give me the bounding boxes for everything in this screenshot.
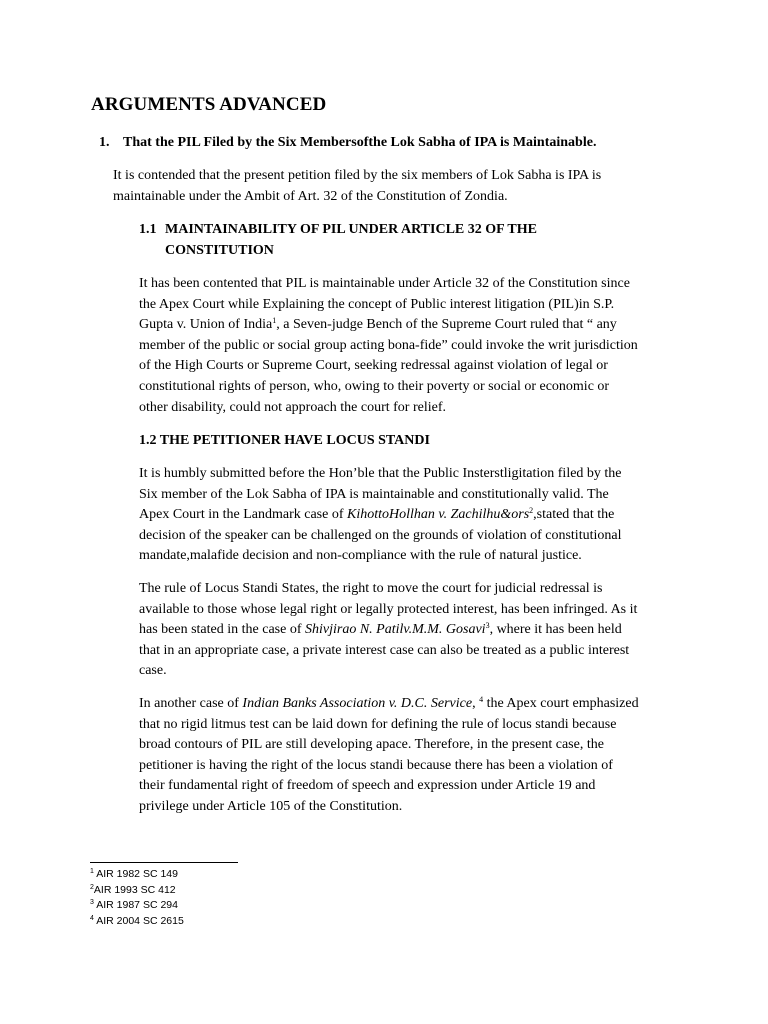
paragraph-line xyxy=(139,315,659,336)
section-1-1-number: 1.1 xyxy=(139,222,157,237)
section-1-2-paragraph-3 xyxy=(139,694,659,818)
section-1-1-paragraph xyxy=(139,274,659,418)
point-1-number: 1. xyxy=(99,135,110,150)
footnotes xyxy=(90,867,184,929)
footnote-mark: 2 xyxy=(90,883,94,891)
footnote-mark: 4 xyxy=(90,914,94,922)
case-name: Shivjirao N. Patilv.M.M. Gosavi xyxy=(305,622,486,638)
section-1-1-heading xyxy=(139,220,639,261)
footnote-text: AIR 1982 SC 149 xyxy=(93,868,178,880)
paragraph-text: ,stated that the xyxy=(533,507,615,523)
footnote-text: AIR 1993 SC 412 xyxy=(93,883,176,896)
paragraph-line: other disability, could not approach the court for relief. xyxy=(139,399,446,415)
case-citation-text: Gupta v. Union of India xyxy=(139,317,273,333)
paragraph-line: petitioner is having the right of the locus standi because there has been a violation of xyxy=(139,757,613,773)
paragraph-line: constitutional rights of person, who, owing to their poverty or social or economic or xyxy=(139,378,610,394)
paragraph-text: has been stated in the case of xyxy=(139,622,305,638)
paragraph-line: their fundamental right of freedom of speech and expression under Article 19 and xyxy=(139,778,596,794)
paragraph-line xyxy=(139,694,659,715)
footnote-text: AIR 1987 SC 294 xyxy=(93,899,178,912)
section-1-1-heading-line-1: MAINTAINABILITY OF PIL UNDER ARTICLE 32 OF THE xyxy=(165,222,537,237)
paragraph-line: mandate,malafide decision and non-compliance with the rule of natural justice. xyxy=(139,548,582,564)
footnote-mark: 3 xyxy=(90,899,94,907)
section-1-2-paragraph-2 xyxy=(139,579,659,682)
footnote-2 xyxy=(90,883,184,899)
footnote-ref-3: 3 xyxy=(485,621,490,631)
paragraph-line: broad contours of PIL are still developing apace. Therefore, in the present case, the xyxy=(139,737,604,753)
footnote-4 xyxy=(90,914,184,930)
section-1-2-heading: 1.2 THE PETITIONER HAVE LOCUS STANDI xyxy=(139,433,430,448)
footnote-divider xyxy=(90,862,238,863)
footnote-text: AIR 2004 SC 2615 xyxy=(93,914,184,927)
paragraph-line: Six member of the Lok Sabha of IPA is maintainable and constitutionally valid. The xyxy=(139,486,609,502)
paragraph-line: It is humbly submitted before the Hon’ble that the Public Insterstligitation filed by the xyxy=(139,466,622,481)
intro-paragraph xyxy=(113,166,653,207)
intro-line-2: maintainable under the Ambit of Art. 32 of the Constitution of Zondia. xyxy=(113,188,508,204)
paragraph-text: In another case of xyxy=(139,696,243,711)
page-title: ARGUMENTS ADVANCED xyxy=(91,94,327,115)
footnote-ref-1: 1 xyxy=(272,316,277,326)
section-1-1-heading-line-2: CONSTITUTION xyxy=(165,242,274,258)
paragraph-line xyxy=(139,505,664,526)
paragraph-line: that in an appropriate case, a private interest case can also be treated as a public interest xyxy=(139,642,630,658)
intro-line-1: It is contended that the present petition filed by the six members of Lok Sabha is IPA is xyxy=(113,168,602,183)
case-name: KihottoHollhan v. Zachilhu&ors xyxy=(347,507,530,523)
footnote-3 xyxy=(90,898,184,914)
paragraph-text: , a Seven-judge Bench of the Supreme Court ruled that “ any xyxy=(276,317,617,333)
paragraph-line: member of the public or social group acting bona-fide” could invoke the writ jurisdiction xyxy=(139,337,638,353)
paragraph-line xyxy=(139,620,659,641)
paragraph-text: , xyxy=(472,696,480,711)
point-1-heading xyxy=(99,134,596,152)
paragraph-line: decision of the speaker can be challenged on the grounds of violation of constitutional xyxy=(139,527,622,543)
footnote-ref-4: 4 xyxy=(479,695,484,704)
paragraph-line: It has been contented that PIL is maintainable under Article 32 of the Constitution since xyxy=(139,276,630,291)
footnote-1 xyxy=(90,867,184,883)
paragraph-line: the Apex Court while Explaining the concept of Public interest litigation (PIL)in S.P. xyxy=(139,296,615,312)
case-name: Indian Banks Association v. D.C. Service xyxy=(242,696,473,711)
paragraph-line: available to those whose legal right or legally protected interest, has been infringed. As it xyxy=(139,601,638,617)
point-1-heading-text: That the PIL Filed by the Six Membersofthe Lok Sabha of IPA is Maintainable. xyxy=(123,135,597,150)
paragraph-line: The rule of Locus Standi States, the right to move the court for judicial redressal is xyxy=(139,581,603,596)
paragraph-text: Apex Court in the Landmark case of xyxy=(139,507,347,523)
footnote-mark: 1 xyxy=(90,868,94,875)
paragraph-line: case. xyxy=(139,663,167,679)
footnote-ref-2: 2 xyxy=(529,506,534,516)
paragraph-line: that no rigid litmus test can be laid down for defining the rule of locus standi because xyxy=(139,716,617,732)
paragraph-text: , where it has been held xyxy=(489,622,622,638)
paragraph-line: privilege under Article 105 of the Constitution. xyxy=(139,798,403,814)
section-1-2-paragraph-1 xyxy=(139,464,664,567)
paragraph-text: the Apex court emphasized xyxy=(483,696,639,711)
paragraph-line: of the High Courts or Supreme Court, seeking redressal against violation of legal or xyxy=(139,358,608,374)
